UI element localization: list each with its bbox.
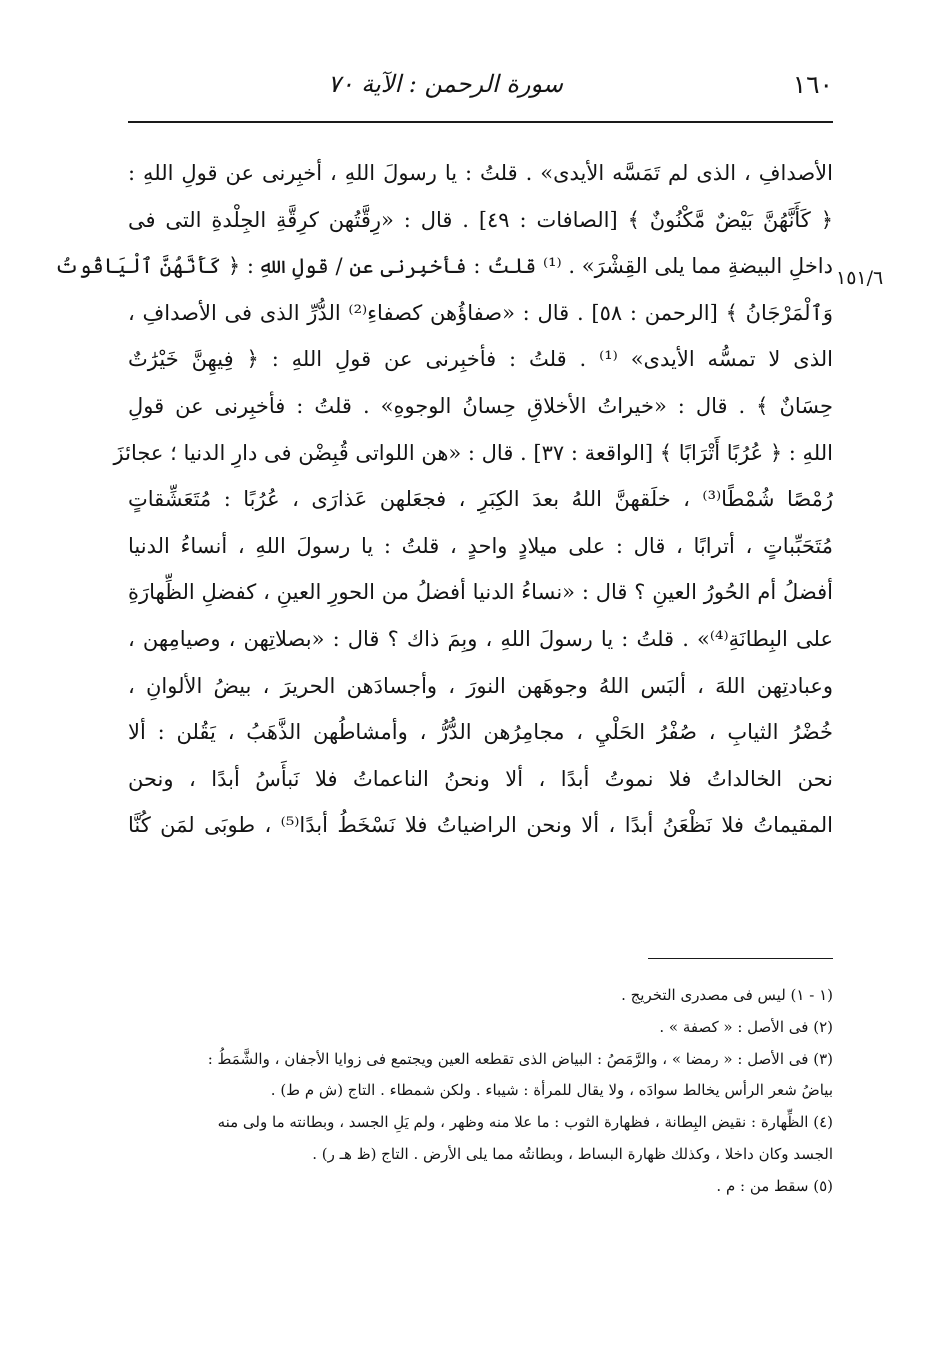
text-line: داخلِ البيضةِ مما يلى القِشْرَ» . ⁽¹⁾ قلتُ : فأخبِرنى عن / قولِ اللهِ : ﴿ كَأَنَّهُنَّ ٱلْيَاقُوتُ bbox=[54, 254, 833, 279]
text-line: اللهِ : ﴿ عُرُبًا أَتْرَابًا ﴾ [الواقعة : ٣٧] . قال : «هن اللواتى قُبِضْن فى دارِ الدنيا ؛ عجائزَ bbox=[113, 440, 833, 465]
footnote-line: الجسد وكان داخلا ، وكذلك ظهارة البساط ، وبطانتُه مما يلى الأرض . التاج (ظ هـ ر) . bbox=[312, 1144, 833, 1163]
footnote-line: (٣) فى الأصل : « رمضا » ، والرَّمَصُ : البياض الذى تقطعه العين ويجتمع فى زوايا الأجفان ، والشَّمَطُ : bbox=[207, 1049, 833, 1068]
text-line: المقيماتُ فلا نَظْعَنُ أبدًا ، ألا ونحن الراضياتُ فلا نَسْخَطُ أبدًا⁽⁵⁾ ، طوبَى لمَن كُنَّا bbox=[128, 813, 833, 838]
text-line: على البِطانَةِ⁽⁴⁾» . قلتُ : يا رسولَ اللهِ ، وبِمَ ذاك ؟ قال : «بصلاتِهن ، وصيامِهن ، bbox=[128, 626, 833, 651]
footnote-line: (٢) فى الأصل : « كصفة » . bbox=[659, 1017, 833, 1036]
text-line: نحن الخالداتُ فلا نموتُ أبدًا ، ألا ونحنُ الناعماتُ فلا نَبأَسُ أبدًا ، ونحن bbox=[128, 766, 833, 791]
page-number: ١٦٠ bbox=[792, 70, 833, 99]
text-line: وَٱلْمَرْجَانُ ﴾ [الرحمن : ٥٨] . قال : «صفاؤُهن كصفاءِ⁽²⁾ الدُّرِّ الذى فى الأصدافِ ، bbox=[128, 300, 834, 325]
page-header bbox=[128, 68, 833, 108]
header-rule bbox=[128, 121, 833, 123]
running-title: سورة الرحمن : الآية ٧٠ bbox=[327, 70, 563, 98]
text-line: مُتَحَبِّباتٍ ، أترابًا ، قال : على ميلادٍ واحدٍ ، قلتُ : يا رسولَ اللهِ ، أنساءُ الدنيا bbox=[128, 533, 833, 558]
footnote-rule bbox=[648, 958, 833, 959]
footnote-line: بياضُ شعر الرأس يخالط سوادَه ، ولا يقال للمرأة : شيباء . ولكن شمطاء . التاج (ش م ط) . bbox=[270, 1081, 833, 1100]
margin-reference: ١٥١/٦ bbox=[836, 267, 884, 289]
text-line: وعبادتِهن اللهَ ، ألبَس اللهُ وجوهَهن النورَ ، وأجسادَهن الحريرَ ، بيضُ الألوانِ ، bbox=[128, 673, 833, 698]
footnotes bbox=[128, 980, 833, 1203]
text-line: رُمْصًا شُمْطًا⁽³⁾ ، خلَقهنَّ اللهُ بعدَ الكِبَرِ ، فجعَلهن عَذارَى ، عُرُبًا : مُتَعَشِّقاتٍ bbox=[128, 487, 833, 512]
footnote-line: (٥) سقط من : م . bbox=[716, 1176, 833, 1195]
text-line: حِسَانٌ ﴾ . قال : «خيراتُ الأخلاقِ حِسانُ الوجوهِ» . قلتُ : فأخبِرنى عن قولِ bbox=[128, 393, 833, 418]
text-line: الذى لا تمسُّه الأيدى» ⁽¹⁾ . قلتُ : فأخبِرنى عن قولِ اللهِ : ﴿ فِيهِنَّ خَيْرَٰتٌ bbox=[128, 347, 833, 372]
text-line: أفضلُ أم الحُورُ العينِ ؟ قال : «نساءُ الدنيا أفضلُ من الحورِ العينِ ، كفضلِ الظِّهارَةِ bbox=[128, 580, 833, 605]
text-line: خُضْرُ الثيابِ ، صُفْرُ الحَلْيِ ، مجامِرُهن الدُّرُّ ، وأمشاطُهن الذَّهَبُ ، يَقُلن : ألا bbox=[128, 720, 833, 745]
text-line: الأصدافِ ، الذى لم تَمَسَّه الأيدى» . قلتُ : يا رسولَ اللهِ ، أخبِرنى عن قولِ اللهِ : bbox=[128, 161, 833, 185]
footnote-line: (٤) الظِّهارة : نقيض البِطانة ، فظهارة الثوب : ما علا منه وظهر ، ولم يَلِ الجسد ، وبطانته ما ولى منه bbox=[217, 1113, 833, 1132]
main-text bbox=[54, 150, 834, 849]
footnote-line: (١ - ١) ليس فى مصدرى التخريج . bbox=[621, 986, 833, 1004]
text-line: ﴿ كَأَنَّهُنَّ بَيْضٌ مَّكْنُونٌ ﴾ [الصافات : ٤٩] . قال : «رِقَّتُهن كرِقَّةِ الجِلْدةِ التى فى bbox=[128, 207, 833, 232]
